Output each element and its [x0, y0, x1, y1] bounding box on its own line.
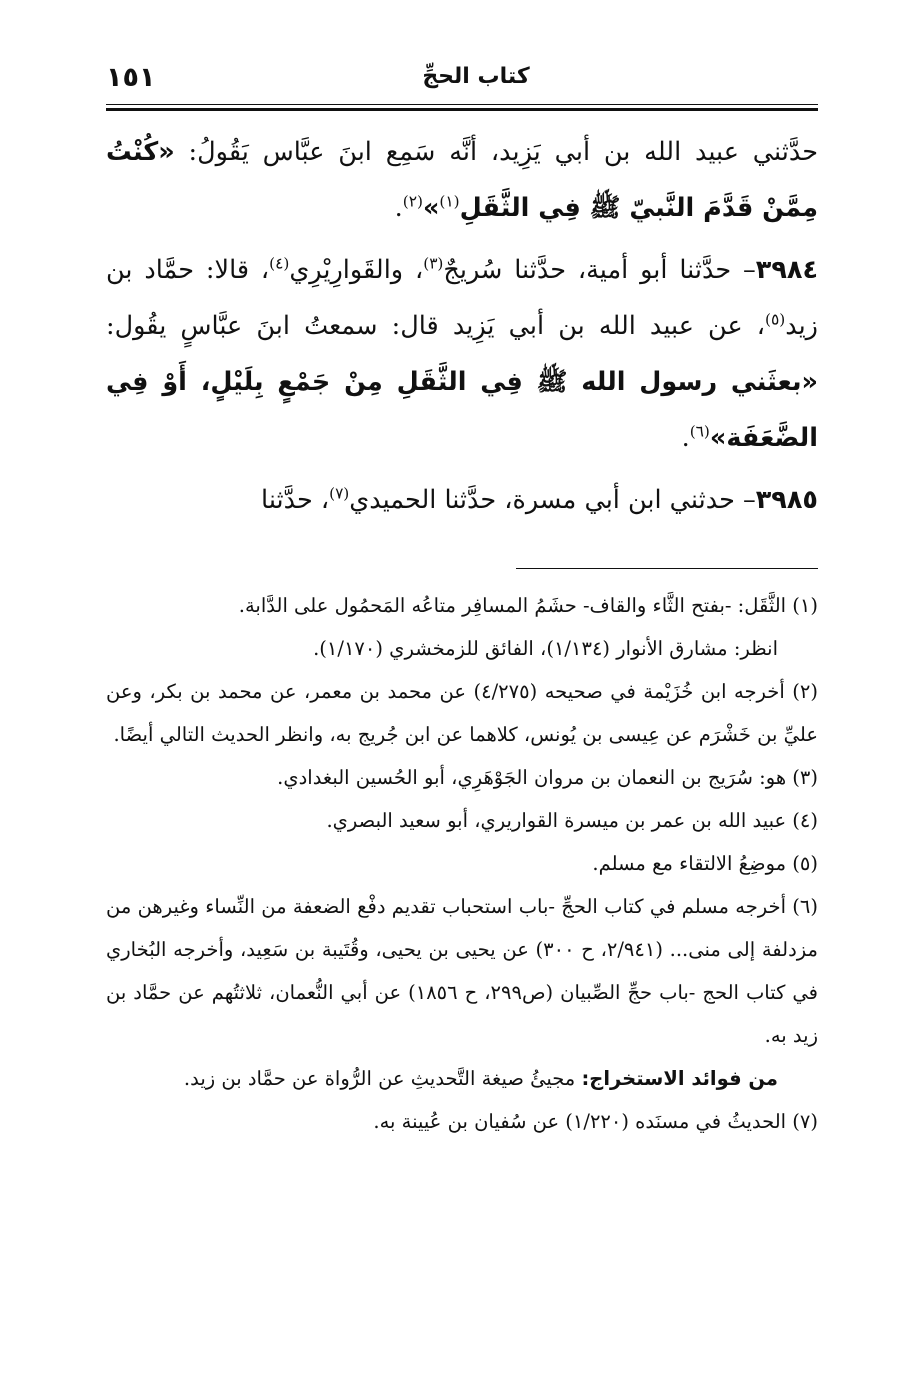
header-rule-thick	[106, 108, 818, 111]
footnote-ref-3: (٣)	[423, 254, 444, 273]
narration-text: ، عن عبيد الله بن أبي يَزِيد قال: سمعتُ ابنَ عبَّاسٍ يقُول:	[106, 311, 766, 341]
sentence-end: .	[394, 193, 403, 223]
quote-close: »	[422, 193, 440, 223]
footnote-2: (٢) أخرجه ابن خُزَيْمة في صحيحه (٤/٢٧٥) عن محمد بن معمر، عن محمد بن بكر، وعن عليِّ بن خَشْرَم عن عِيسى بن يُونس، كلاهما عن ابن جُريج به، وانظر الحديث التالي أيضًا.	[106, 680, 818, 746]
footnote-1: (١) الثَّقَل: -بفتح الثَّاء والقاف- حشَمُ المسافِر متاعُه المَحمُول على الدَّابة.	[238, 594, 818, 617]
benefit-text: مجيئُ صيغة التَّحديثِ عن الرُّواة عن حمَّاد بن زيد.	[183, 1067, 582, 1090]
narration-text: ، والقَوارِيْرِي	[289, 255, 424, 285]
hadith-quote: «كُنْتُ مِمَّنْ قَدَّمَ النَّبيّ ﷺ فِي الثَّقَلِ	[106, 137, 818, 223]
footnote-3: (٣) هو: سُرَيج بن النعمان بن مروان الجَوْهَرِي، أبو الحُسين البغدادي.	[277, 766, 818, 789]
main-text	[106, 124, 818, 528]
page-number: ١٥١	[106, 62, 156, 93]
page-header	[106, 62, 818, 104]
footnote-ref-5: (٥)	[765, 310, 786, 329]
footnote-4: (٤) عبيد الله بن عمر بن ميسرة القواريري، أبو سعيد البصري.	[326, 809, 818, 832]
sentence-end: .	[681, 423, 690, 453]
footnote-6-benefit	[106, 1057, 818, 1100]
hadith-3985	[106, 472, 818, 528]
footnotes	[106, 584, 818, 1143]
quote-close: »	[709, 423, 727, 453]
benefit-label: من فوائد الاستخراج:	[581, 1067, 778, 1090]
hadith-3984	[106, 242, 818, 466]
footnote-1-reference: انظر: مشارق الأنوار (١/١٣٤)، الفائق للزمخشري (١/١٧٠).	[313, 637, 778, 660]
footnote-ref-4: (٤)	[269, 254, 290, 273]
footnote-separator	[516, 568, 818, 569]
narration-text: ، قالا: حمَّاد بن زيد	[106, 255, 818, 341]
footnote-6: (٦) أخرجه مسلم في كتاب الحجِّ -باب استحباب تقديم دفْع الضعفة من النِّساء وغيرهن من مزدلفة إلى منى... (٢/٩٤١، ح ٣٠٠) عن يحيى بن يحيى، وقُتَيبة بن سَعِيد، وأخرجه البُخاري في كتاب الحج -باب حجِّ الصِّبيان (ص٢٩٩، ح ١٨٥٦) عن أبي النُّعمان، ثلاثتُهم عن حمَّاد بن زيد به.	[106, 895, 818, 1047]
hadith-number: ٣٩٨٤	[755, 255, 819, 285]
running-title: كتاب الحجِّ	[422, 64, 530, 89]
paragraph-continuation	[106, 124, 818, 236]
footnote-ref-7: (٧)	[329, 484, 350, 503]
narration-text: ، حدَّثنا	[261, 485, 330, 515]
footnote-7: (٧) الحديثُ في مسنَده (١/٢٢٠) عن سُفيان بن عُيينة به.	[373, 1110, 818, 1133]
narration-text: – حدَّثنا أبو أمية، حدَّثنا سُريجٌ	[443, 255, 756, 285]
header-rule-thin	[106, 104, 818, 105]
narration-text: – حدثني ابن أبي مسرة، حدَّثنا الحميدي	[349, 485, 756, 515]
hadith-quote: «بعثَني رسول الله ﷺ فِي الثَّقَلِ مِنْ جَمْعٍ بِلَيْلٍ، أَوْ فِي الضَّعَفَة	[106, 367, 818, 453]
hadith-number: ٣٩٨٥	[755, 485, 818, 515]
footnote-ref-2: (٢)	[402, 192, 423, 211]
footnote-ref-1: (١)	[439, 192, 460, 211]
narration-text: حدَّثني عبيد الله بن أبي يَزِيد، أنَّه سَمِع ابنَ عبَّاس يَقُولُ:	[174, 137, 818, 167]
footnote-ref-6: (٦)	[689, 422, 710, 441]
footnote-5: (٥) موضِعُ الالتقاء مع مسلم.	[592, 852, 818, 875]
